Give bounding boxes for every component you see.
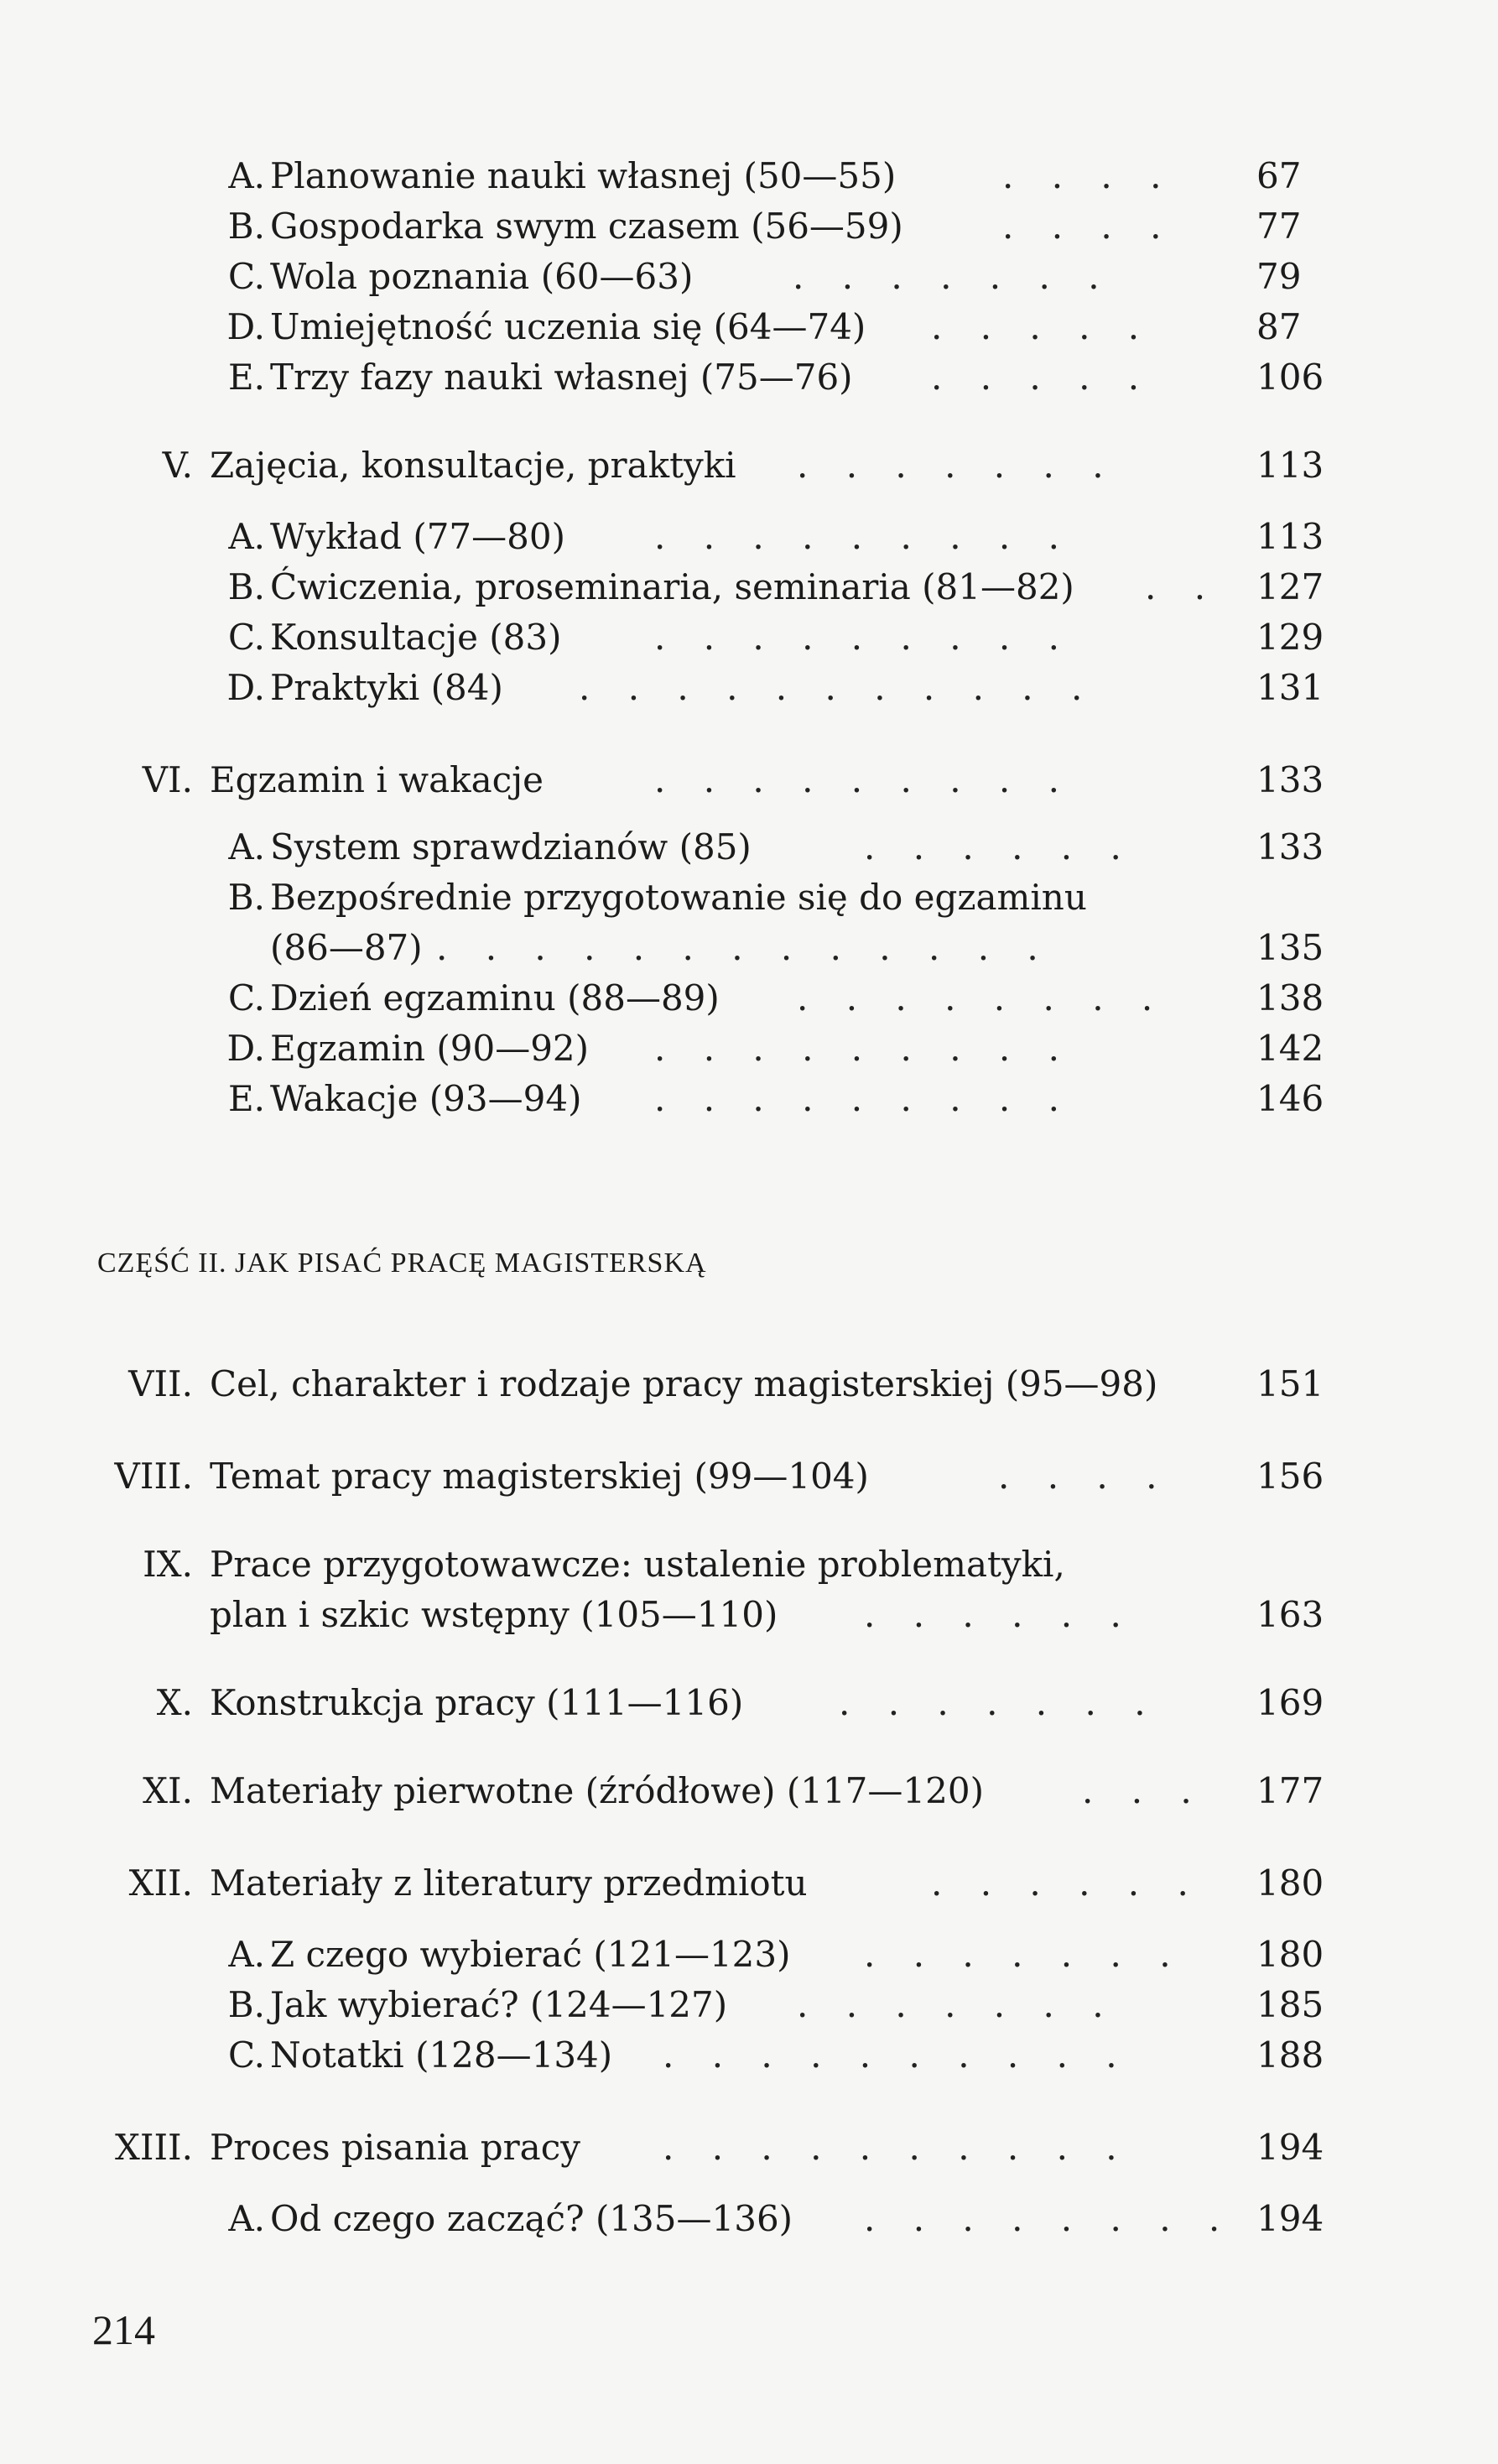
chapter-title: Konstrukcja pracy (111—116) bbox=[210, 1682, 744, 1723]
entry-title: Ćwiczenia, proseminaria, seminaria (81—82) bbox=[270, 566, 1074, 607]
leader-dots: . . . . bbox=[998, 1456, 1171, 1497]
entry-title: Jak wybierać? (124—127) bbox=[270, 1984, 728, 2025]
entry-page: 113 bbox=[1256, 516, 1324, 557]
leader-dots: . . . . . . bbox=[864, 1594, 1135, 1635]
chapter-number: XIII. bbox=[114, 2127, 193, 2168]
toc-entry bbox=[0, 512, 1498, 562]
entry-page: 185 bbox=[1256, 1984, 1324, 2025]
entry-title: Notatki (128—134) bbox=[270, 2034, 613, 2076]
toc-entry bbox=[0, 562, 1498, 612]
leader-dots: . . . . . . . bbox=[793, 256, 1113, 297]
leader-dots: . . . . . . . . . bbox=[654, 617, 1073, 658]
leader-dots: . . . . . . bbox=[931, 1862, 1202, 1904]
chapter-title: Proces pisania pracy bbox=[210, 2127, 580, 2168]
entry-title: Dzień egzaminu (88—89) bbox=[270, 977, 720, 1018]
leader-dots: . . . . . . . . . . bbox=[663, 2034, 1131, 2076]
entry-letter: B. bbox=[227, 206, 265, 247]
chapter-title: Temat pracy magisterskiej (99—104) bbox=[210, 1456, 869, 1497]
toc-entry bbox=[0, 822, 1498, 873]
toc-chapter bbox=[0, 2123, 1498, 2173]
leader-dots: . . . . . . . . . bbox=[654, 1028, 1073, 1069]
entry-page: 135 bbox=[1256, 927, 1324, 968]
entry-letter: A. bbox=[228, 155, 265, 196]
leader-dots: . . . . . . . . . bbox=[654, 1078, 1073, 1119]
toc-entry bbox=[0, 973, 1498, 1024]
entry-letter: A. bbox=[228, 1934, 265, 1975]
entry-page: 146 bbox=[1256, 1078, 1324, 1119]
entry-letter: C. bbox=[228, 256, 265, 297]
toc-entry bbox=[0, 663, 1498, 713]
entry-title: Wakacje (93—94) bbox=[270, 1078, 582, 1119]
toc-chapter bbox=[0, 1766, 1498, 1816]
entry-title: Wykład (77—80) bbox=[270, 516, 565, 557]
entry-title: Umiejętność uczenia się (64—74) bbox=[270, 306, 866, 347]
toc-entry bbox=[0, 302, 1498, 352]
leader-dots: . . . . . . . . bbox=[797, 977, 1167, 1018]
entry-page: 67 bbox=[1256, 155, 1302, 196]
leader-dots: . . . . . . . bbox=[839, 1682, 1159, 1723]
leader-dots: . . . . bbox=[1002, 206, 1175, 247]
entry-letter: A. bbox=[228, 2198, 265, 2239]
toc-chapter-continuation bbox=[0, 1590, 1498, 1640]
entry-letter: E. bbox=[227, 1078, 265, 1119]
entry-page: 194 bbox=[1256, 2198, 1324, 2239]
entry-letter: E. bbox=[227, 357, 265, 398]
page-number: 214 bbox=[92, 2306, 155, 2353]
entry-title: Planowanie nauki własnej (50—55) bbox=[270, 155, 897, 196]
entry-page: 106 bbox=[1256, 357, 1324, 398]
leader-dots: . . . . bbox=[1002, 155, 1175, 196]
entry-page: 142 bbox=[1256, 1028, 1324, 1069]
entry-letter: D. bbox=[226, 667, 265, 708]
entry-page: 127 bbox=[1256, 566, 1324, 607]
toc-entry bbox=[0, 1074, 1498, 1124]
chapter-number: VII. bbox=[128, 1363, 193, 1404]
chapter-title: plan i szkic wstępny (105—110) bbox=[210, 1594, 778, 1635]
leader-dots: . . . . . bbox=[931, 357, 1153, 398]
toc-entry bbox=[0, 2030, 1498, 2081]
chapter-page: 177 bbox=[1256, 1770, 1324, 1811]
leader-dots: . . . . . . . . . . . . . bbox=[436, 927, 1052, 968]
leader-dots: . . . . . bbox=[931, 306, 1153, 347]
leader-dots: . . . . . . . bbox=[797, 1984, 1117, 2025]
entry-page: 188 bbox=[1256, 2034, 1324, 2076]
chapter-page: 163 bbox=[1256, 1594, 1324, 1635]
chapter-page: 151 bbox=[1256, 1363, 1324, 1404]
toc-chapter bbox=[0, 1858, 1498, 1909]
toc-chapter bbox=[0, 1451, 1498, 1502]
toc-chapter bbox=[0, 440, 1498, 491]
toc-entry-continuation bbox=[0, 923, 1498, 973]
entry-title: Od czego zacząć? (135—136) bbox=[270, 2198, 793, 2239]
entry-title: System sprawdzianów (85) bbox=[270, 826, 752, 867]
entry-page: 180 bbox=[1256, 1934, 1324, 1975]
toc-entry bbox=[0, 252, 1498, 302]
entry-title: Egzamin (90—92) bbox=[270, 1028, 590, 1069]
entry-letter: B. bbox=[227, 566, 265, 607]
entry-page: 129 bbox=[1256, 617, 1324, 658]
toc-chapter bbox=[0, 1539, 1498, 1590]
leader-dots: . . . . . . . bbox=[864, 1934, 1184, 1975]
entry-title: Z czego wybierać (121—123) bbox=[270, 1934, 791, 1975]
chapter-page: 156 bbox=[1256, 1456, 1324, 1497]
chapter-page: 180 bbox=[1256, 1862, 1324, 1904]
entry-letter: D. bbox=[226, 1028, 265, 1069]
chapter-page: 169 bbox=[1256, 1682, 1324, 1723]
chapter-number: VIII. bbox=[114, 1456, 193, 1497]
entry-letter: D. bbox=[226, 306, 265, 347]
entry-letter: A. bbox=[228, 826, 265, 867]
chapter-number: VI. bbox=[142, 759, 193, 800]
leader-dots: . . . . . . . bbox=[797, 445, 1117, 486]
chapter-title: Cel, charakter i rodzaje pracy magisterskiej (95—98) bbox=[210, 1363, 1158, 1404]
entry-title: Gospodarka swym czasem (56—59) bbox=[270, 206, 903, 247]
section-heading: CZĘŚĆ II. JAK PISAĆ PRACĘ MAGISTERSKĄ bbox=[97, 1248, 707, 1279]
toc-entry bbox=[0, 1980, 1498, 2030]
toc-chapter bbox=[0, 1678, 1498, 1728]
chapter-page: 133 bbox=[1256, 759, 1324, 800]
entry-page: 77 bbox=[1256, 206, 1302, 247]
chapter-number: IX. bbox=[143, 1544, 193, 1585]
chapter-number: V. bbox=[162, 445, 193, 486]
toc-entry bbox=[0, 1930, 1498, 1980]
leader-dots: . . . . . . . . . bbox=[654, 759, 1073, 800]
entry-page: 133 bbox=[1256, 826, 1324, 867]
toc-chapter bbox=[0, 1359, 1498, 1409]
entry-title: Konsultacje (83) bbox=[270, 617, 562, 658]
entry-letter: B. bbox=[227, 1984, 265, 2025]
entry-letter: B. bbox=[227, 877, 265, 918]
leader-dots: . . bbox=[1145, 566, 1220, 607]
entry-title: (86—87) bbox=[270, 927, 423, 968]
chapter-page: 194 bbox=[1256, 2127, 1324, 2168]
entry-letter: A. bbox=[228, 516, 265, 557]
toc-entry bbox=[0, 352, 1498, 403]
entry-title: Wola poznania (60—63) bbox=[270, 256, 694, 297]
chapter-title: Prace przygotowawcze: ustalenie problematyki, bbox=[210, 1544, 1065, 1585]
chapter-page: 113 bbox=[1256, 445, 1324, 486]
entry-letter: C. bbox=[228, 2034, 265, 2076]
chapter-title: Zajęcia, konsultacje, praktyki bbox=[210, 445, 736, 486]
chapter-title: Egzamin i wakacje bbox=[210, 759, 544, 800]
entry-page: 87 bbox=[1256, 306, 1302, 347]
entry-title: Trzy fazy nauki własnej (75—76) bbox=[270, 357, 853, 398]
entry-page: 79 bbox=[1256, 256, 1302, 297]
leader-dots: . . . bbox=[1082, 1770, 1205, 1811]
chapter-title: Materiały pierwotne (źródłowe) (117—120) bbox=[210, 1770, 984, 1811]
leader-dots: . . . . . . . . . . . bbox=[579, 667, 1096, 708]
toc-chapter bbox=[0, 755, 1498, 805]
toc-entry bbox=[0, 612, 1498, 663]
leader-dots: . . . . . . . . . bbox=[654, 516, 1073, 557]
entry-title: Bezpośrednie przygotowanie się do egzaminu bbox=[270, 877, 1087, 918]
chapter-number: XI. bbox=[143, 1770, 193, 1811]
leader-dots: . . . . . . bbox=[864, 826, 1135, 867]
entry-title: Praktyki (84) bbox=[270, 667, 503, 708]
entry-page: 138 bbox=[1256, 977, 1324, 1018]
toc-entry bbox=[0, 1024, 1498, 1074]
toc-entry bbox=[0, 151, 1498, 201]
entry-letter: C. bbox=[228, 977, 265, 1018]
chapter-number: XII. bbox=[128, 1862, 193, 1904]
entry-letter: C. bbox=[228, 617, 265, 658]
chapter-title: Materiały z literatury przedmiotu bbox=[210, 1862, 808, 1904]
chapter-number: X. bbox=[156, 1682, 193, 1723]
toc-entry bbox=[0, 2194, 1498, 2244]
leader-dots: . . . . . . . . bbox=[864, 2198, 1234, 2239]
toc-entry bbox=[0, 873, 1498, 923]
toc-entry bbox=[0, 201, 1498, 252]
entry-page: 131 bbox=[1256, 667, 1324, 708]
leader-dots: . . . . . . . . . . bbox=[663, 2127, 1131, 2168]
